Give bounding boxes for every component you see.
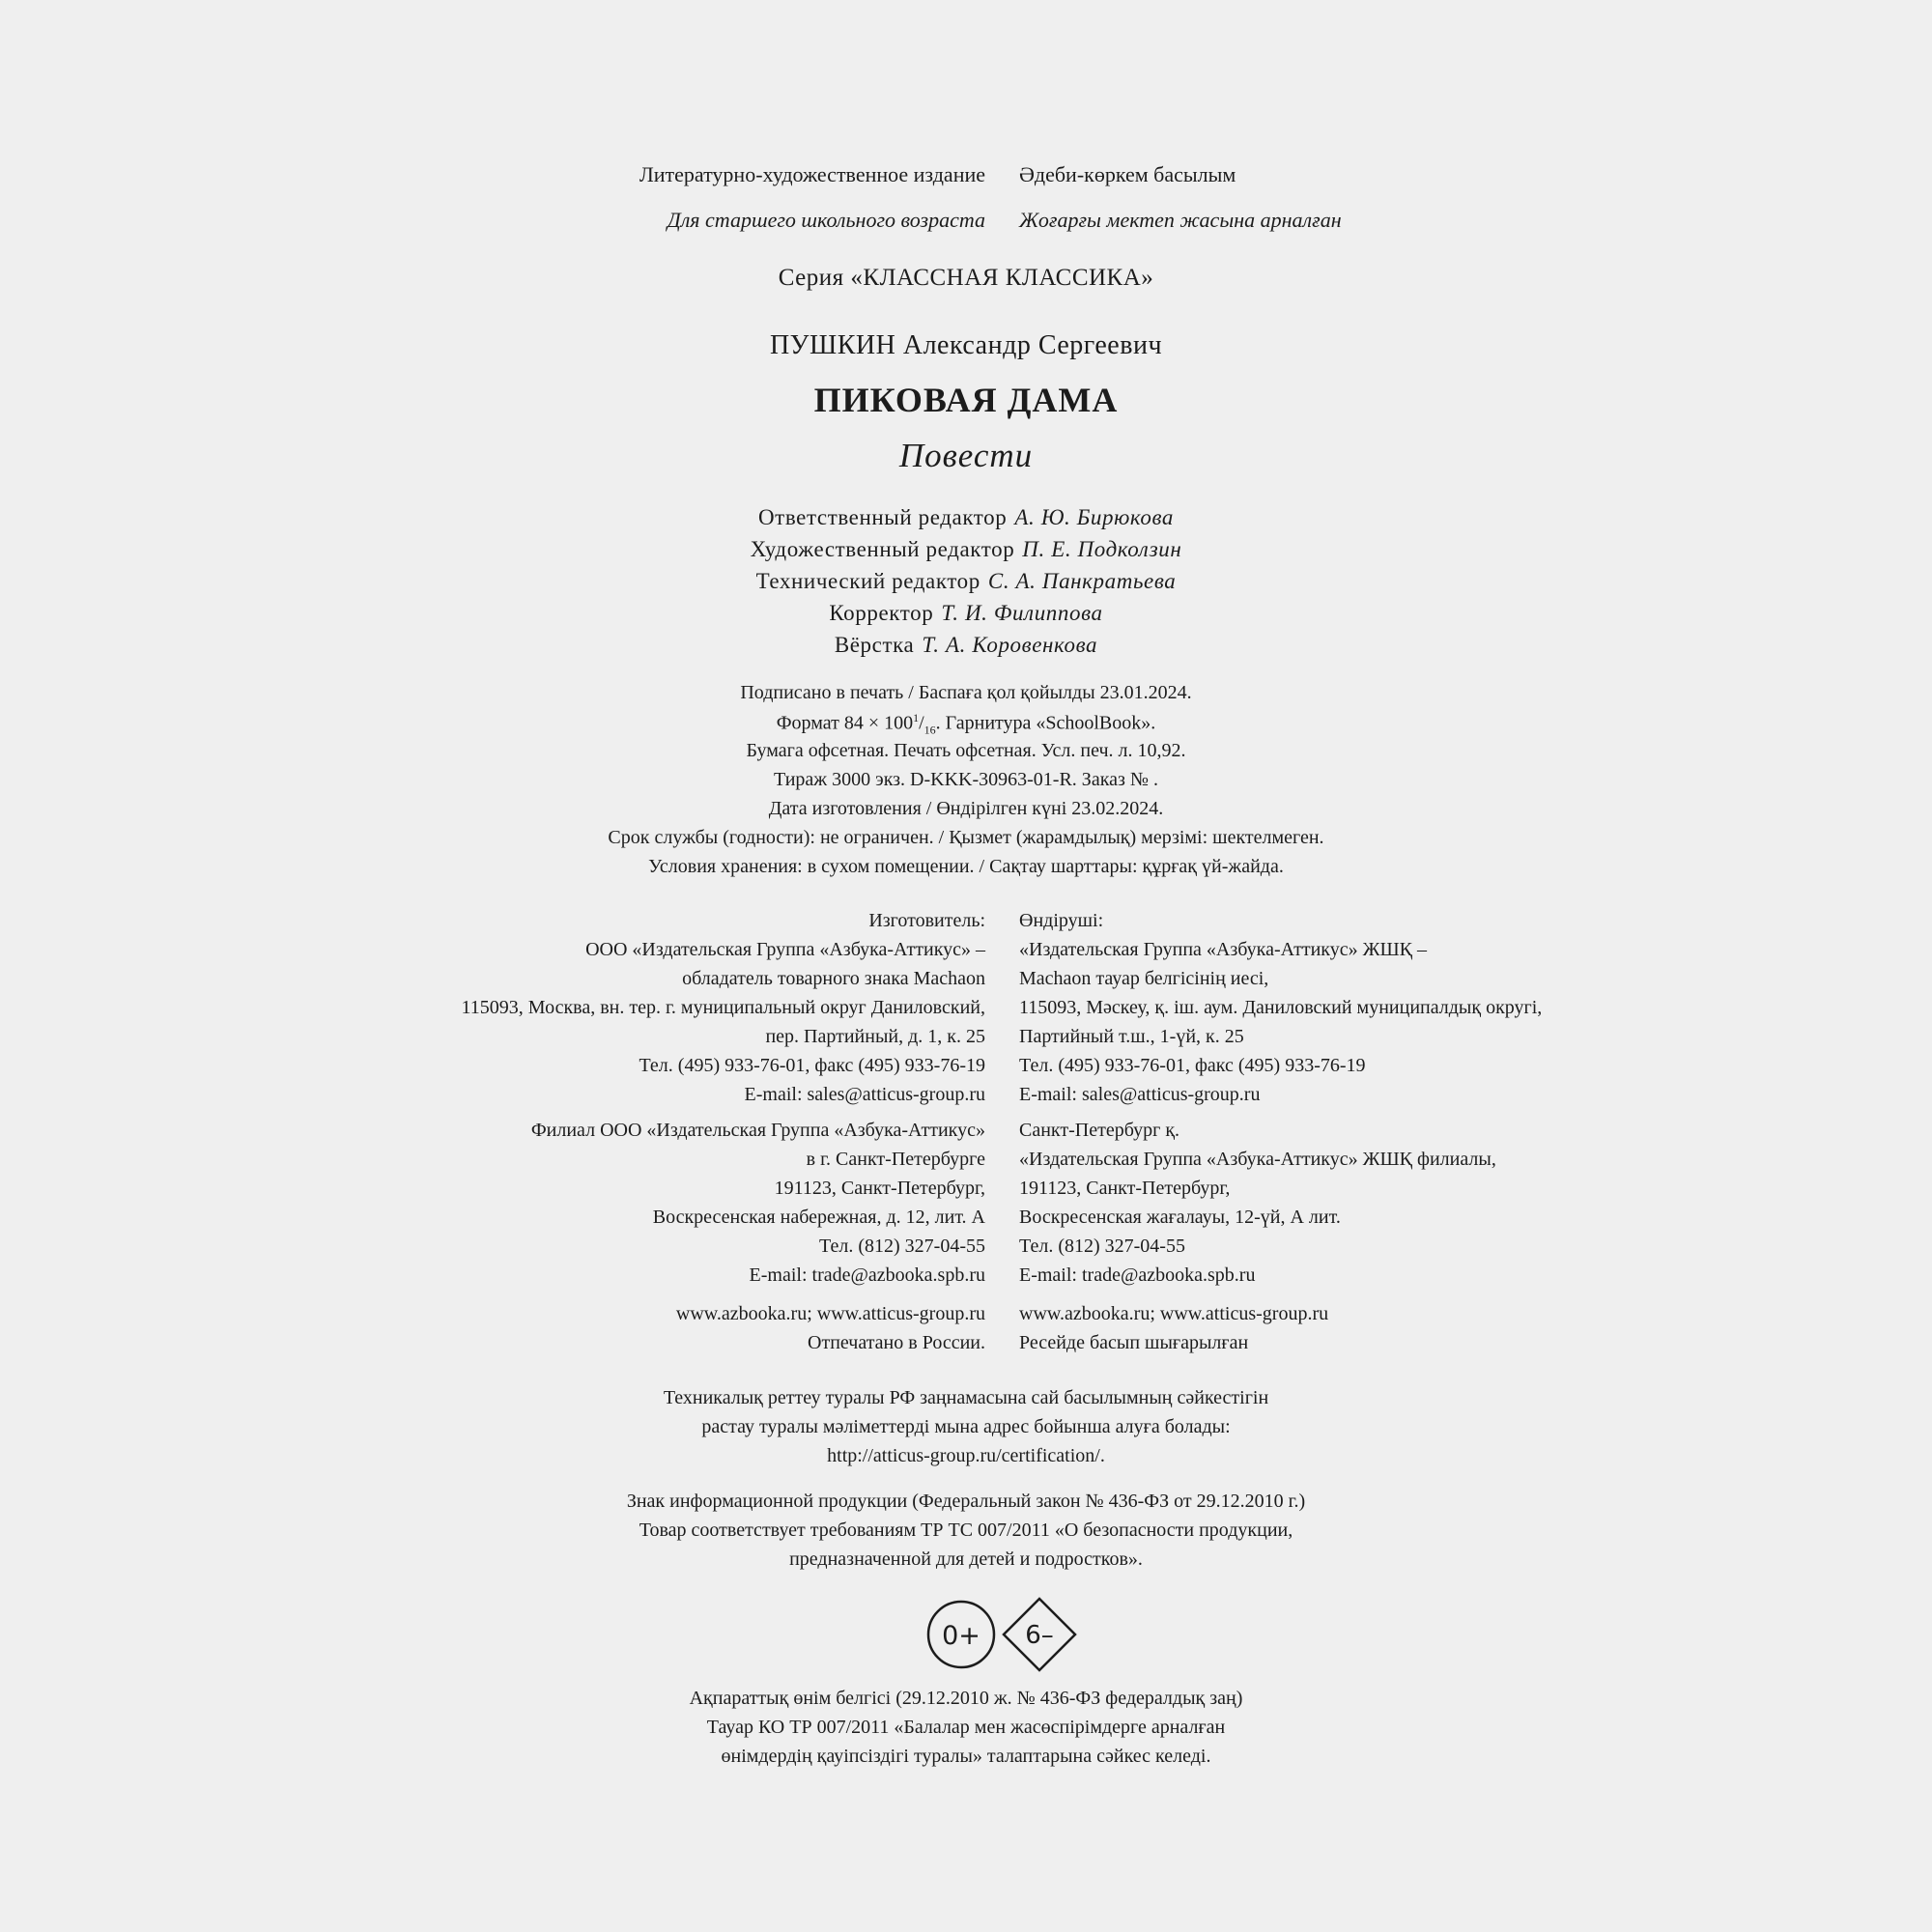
branch-kz-line: «Издательская Группа «Азбука-Аттикус» ЖШҚ филиалы, (1019, 1149, 1496, 1170)
certification-line: http://atticus-group.ru/certification/. (827, 1445, 1105, 1466)
info-sign-ru-line: Знак информационной продукции (Федеральный закон № 436-ФЗ от 29.12.2010 г.) (626, 1491, 1306, 1512)
edition-type-kz: Әдеби-көркем басылым (1019, 162, 1236, 186)
credit-person: С. А. Панкратьева (987, 569, 1177, 593)
info-sign-kz-line: Ақпараттық өнім белгісі (29.12.2010 ж. № 436-ФЗ федералдық заң) (689, 1688, 1243, 1709)
audience-kz: Жоғарғы мектеп жасына арналған (1019, 208, 1342, 232)
age-marks (925, 1596, 1080, 1673)
web-kz (1019, 1299, 1328, 1357)
web-kz-line: Ресейде басып шығарылған (1019, 1332, 1249, 1353)
web-ru-line: www.azbooka.ru; www.atticus-group.ru (675, 1303, 985, 1324)
manufacturer-kz-line: 115093, Мәскеу, қ. іш. аум. Даниловский муниципалдық округі, (1019, 997, 1543, 1018)
run-line: Тираж 3000 экз. D-KKK-30963-01-R. Заказ № . (774, 769, 1158, 790)
credit-role: Вёрстка (834, 633, 915, 657)
branch-ru (531, 1116, 985, 1290)
age-circle-label: 0+ (942, 1621, 980, 1651)
manufacturer-kz-line: E-mail: sales@atticus-group.ru (1019, 1084, 1261, 1105)
format-prefix: Формат 84 × 100 (776, 712, 914, 734)
manufacturer-kz-line: «Издательская Группа «Азбука-Аттикус» ЖШҚ – (1019, 939, 1428, 960)
manufacturer-ru-line: пер. Партийный, д. 1, к. 25 (765, 1026, 985, 1047)
signed-line: Подписано в печать / Баспаға қол қойылды 23.01.2024. (740, 682, 1192, 703)
age-diamond-icon (1004, 1599, 1075, 1670)
format-line: Формат $84 \times 100^1/_{16}$. Гарнитура «SchoolBook». (776, 711, 1156, 737)
branch-ru-line: 191123, Санкт-Петербург, (774, 1178, 985, 1199)
credit-line (0, 569, 1932, 594)
web-kz-line: www.azbooka.ru; www.atticus-group.ru (1019, 1303, 1329, 1324)
credit-line (0, 537, 1932, 562)
info-sign-kz-line: өнімдердің қауіпсіздігі туралы» талаптарына сәйкес келеді. (721, 1746, 1211, 1767)
branch-kz-line: 191123, Санкт-Петербург, (1019, 1178, 1231, 1199)
manufacturer-ru-line: 115093, Москва, вн. тер. г. муниципальный округ Даниловский, (461, 997, 985, 1018)
storage-line: Условия хранения: в сухом помещении. / Сақтау шарттары: құрғақ үй-жайда. (648, 856, 1284, 877)
manufacturer-ru (462, 906, 985, 1109)
credit-person: Т. А. Коровенкова (922, 633, 1098, 657)
credit-role: Технический редактор (755, 569, 980, 593)
branch-kz-line: Тел. (812) 327-04-55 (1019, 1236, 1185, 1257)
manufacturer-ru-line: Изготовитель: (868, 910, 985, 931)
branch-ru-line: Воскресенская набережная, д. 12, лит. А (652, 1207, 985, 1228)
credit-line (0, 601, 1932, 626)
branch-kz-line: Санкт-Петербург қ. (1019, 1120, 1180, 1141)
certification-line: Техникалық реттеу туралы РФ заңнамасына сай басылымның сәйкестігін (663, 1387, 1269, 1408)
format-sup: 1 (913, 711, 920, 724)
branch-ru-line: в г. Санкт-Петербурге (806, 1149, 985, 1170)
manufacturer-kz-line: Machaon тауар белгісінің иесі, (1019, 968, 1269, 989)
web-ru-line: Отпечатано в России. (808, 1332, 985, 1353)
credit-line (0, 633, 1932, 658)
book-genre: Повести (898, 437, 1034, 474)
format-sub: 16 (923, 723, 936, 737)
branch-kz-line: Воскресенская жағалауы, 12-үй, А лит. (1019, 1207, 1341, 1228)
paper-line: Бумага офсетная. Печать офсетная. Усл. печ. л. 10,92. (746, 740, 1186, 761)
edition-type-row (0, 156, 1932, 194)
credit-role: Корректор (829, 601, 934, 625)
manufacturer-ru-line: ООО «Издательская Группа «Азбука-Аттикус» – (585, 939, 985, 960)
author-name: ПУШКИН Александр Сергеевич (769, 330, 1163, 360)
manufacturer-ru-line: E-mail: sales@atticus-group.ru (744, 1084, 985, 1105)
age-circle-icon (928, 1602, 994, 1667)
credit-role: Художественный редактор (750, 537, 1015, 561)
manufacturer-kz (1019, 906, 1542, 1109)
branch-ru-line: E-mail: trade@azbooka.spb.ru (749, 1264, 985, 1286)
credit-role: Ответственный редактор (757, 505, 1008, 529)
manufacturer-ru-line: Тел. (495) 933-76-01, факс (495) 933-76-19 (639, 1055, 985, 1076)
credit-line (0, 505, 1932, 530)
branch-kz-line: E-mail: trade@azbooka.spb.ru (1019, 1264, 1256, 1286)
manufacturer-kz-line: Өндіруші: (1019, 910, 1104, 931)
manufacturer-kz-line: Партийный т.ш., 1-үй, к. 25 (1019, 1026, 1244, 1047)
certification-line: растау туралы мәліметтерді мына адрес бойынша алуға болады: (701, 1416, 1231, 1437)
web-ru (676, 1299, 985, 1357)
branch-ru-line: Тел. (812) 327-04-55 (819, 1236, 985, 1257)
age-diamond-label: 6– (1025, 1621, 1054, 1650)
info-sign-kz-line: Тауар КО ТР 007/2011 «Балалар мен жасөспірімдерге арналған (706, 1717, 1226, 1738)
manufacturer-kz-line: Тел. (495) 933-76-01, факс (495) 933-76-19 (1019, 1055, 1366, 1076)
branch-ru-line: Филиал ООО «Издательская Группа «Азбука-Аттикус» (530, 1120, 985, 1141)
date-line: Дата изготовления / Өндірілген күні 23.02.2024. (768, 798, 1164, 819)
credit-person: П. Е. Подколзин (1022, 537, 1182, 561)
format-suffix: . Гарнитура «SchoolBook». (935, 712, 1156, 734)
credit-person: Т. И. Филиппова (941, 601, 1103, 625)
series-line: Серия «КЛАССНАЯ КЛАССИКА» (778, 265, 1154, 291)
audience-row (0, 201, 1932, 240)
manufacturer-ru-line: обладатель товарного знака Machaon (682, 968, 985, 989)
info-sign-ru-line: Товар соответствует требованиям ТР ТС 007/2011 «О безопасности продукции, (639, 1520, 1293, 1541)
book-title: ПИКОВАЯ ДАМА (813, 381, 1119, 419)
edition-type-ru: Литературно-художественное издание (639, 162, 985, 186)
audience-ru: Для старшего школьного возраста (667, 208, 985, 232)
credit-person: А. Ю. Бирюкова (1014, 505, 1175, 529)
branch-kz (1019, 1116, 1496, 1290)
info-sign-ru-line: предназначенной для детей и подростков». (789, 1548, 1143, 1570)
shelf-life-line: Срок службы (годности): не ограничен. / Қызмет (жарамдылық) мерзімі: шектелмеген. (608, 827, 1324, 848)
